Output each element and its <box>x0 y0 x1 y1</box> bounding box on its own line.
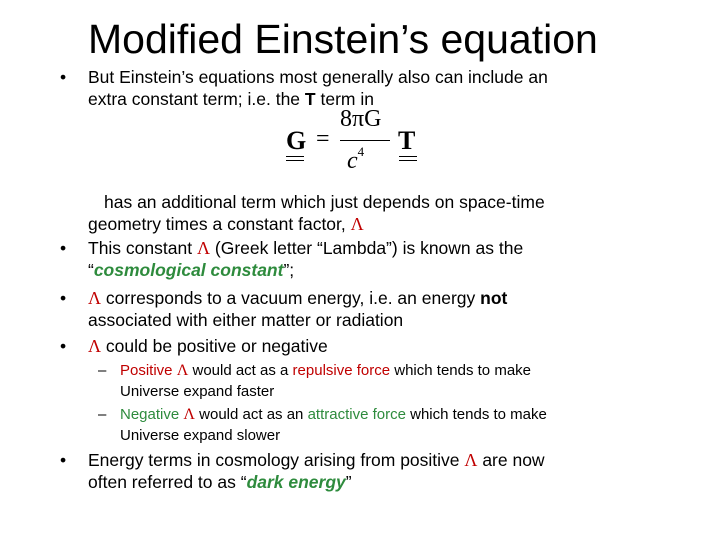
negative-line-2: Universe expand slower <box>120 427 281 444</box>
lambda-symbol: Λ <box>464 450 478 470</box>
vacuum-text: corresponds to a vacuum energy, i.e. an energy <box>101 288 481 308</box>
slide-title: Modified Einstein’s equation <box>88 16 598 62</box>
denominator-base: c <box>347 148 358 174</box>
tensor-underline <box>286 156 304 157</box>
constant-text: This constant <box>88 238 197 258</box>
dark-energy-text: Energy terms in cosmology arising from positive <box>88 450 465 470</box>
dark-energy-text-end: are now <box>477 450 545 470</box>
fraction-bar <box>340 140 390 141</box>
bullet-marker: • <box>60 336 67 356</box>
bullet-marker: • <box>60 450 67 470</box>
equation-denominator <box>347 144 364 175</box>
vacuum-line-2: associated with either matter or radiation <box>88 310 404 330</box>
dash-marker: – <box>98 362 107 379</box>
tensor-underline <box>399 160 417 161</box>
quote-open: “ <box>88 260 94 280</box>
einstein-equation <box>283 106 423 174</box>
intro-text-end: term in <box>315 89 374 109</box>
equation-lhs: G <box>286 126 307 155</box>
dark-energy-close: ” <box>345 472 352 492</box>
attractive-force-term: attractive force <box>307 406 406 423</box>
not-emphasis: not <box>480 288 508 308</box>
negative-line-1 <box>120 404 547 425</box>
equation-rhs: T <box>398 126 416 155</box>
positive-label: Positive <box>120 362 177 379</box>
constant-text-end: (Greek letter “Lambda”) is known as the <box>210 238 524 258</box>
sign-text: could be positive or negative <box>101 336 328 356</box>
intro-line-1: But Einstein’s equations most generally also can include an <box>88 67 548 87</box>
bullet-marker: • <box>60 67 67 87</box>
bullet-marker: • <box>60 238 67 258</box>
continuation-text: geometry times a constant factor, <box>88 214 351 234</box>
dark-energy-line-2 <box>88 471 352 493</box>
repulsive-force-term: repulsive force <box>292 362 391 379</box>
intro-text: extra constant term; i.e. the <box>88 89 305 109</box>
positive-line-1 <box>120 360 531 381</box>
constant-line-1 <box>88 237 523 259</box>
bullet-marker: • <box>60 288 67 308</box>
dark-energy-intro: often referred to as “ <box>88 472 247 492</box>
negative-label: Negative <box>120 406 184 423</box>
positive-text: would act as a <box>188 362 293 379</box>
dark-energy-line-1 <box>88 449 545 471</box>
cosmological-constant-term: cosmological constant <box>93 260 284 280</box>
lambda-symbol: Λ <box>196 238 211 258</box>
tensor-t-label: T <box>304 89 316 109</box>
negative-text: would act as an <box>194 406 308 423</box>
vacuum-line-1 <box>88 287 507 309</box>
lambda-symbol: Λ <box>350 214 364 234</box>
sign-line <box>88 335 328 357</box>
lambda-symbol: Λ <box>183 406 195 423</box>
dark-energy-term: dark energy <box>246 472 346 492</box>
continuation-line-2 <box>88 213 364 235</box>
lambda-symbol: Λ <box>88 336 102 356</box>
lambda-symbol: Λ <box>88 288 102 308</box>
tensor-underline <box>399 156 417 157</box>
continuation-line-1: has an additional term which just depends on space-time <box>104 192 545 212</box>
equation-equals: = <box>316 126 330 152</box>
dash-marker: – <box>98 406 107 423</box>
quote-close: ”; <box>283 260 295 280</box>
positive-line-2: Universe expand faster <box>120 383 275 400</box>
positive-text-end: which tends to make <box>390 362 531 379</box>
negative-text-end: which tends to make <box>405 406 547 423</box>
equation-numerator: 8πG <box>340 106 382 132</box>
tensor-underline <box>286 160 304 161</box>
lambda-symbol: Λ <box>176 362 189 379</box>
constant-line-2 <box>88 259 294 281</box>
denominator-exponent: 4 <box>357 144 365 159</box>
